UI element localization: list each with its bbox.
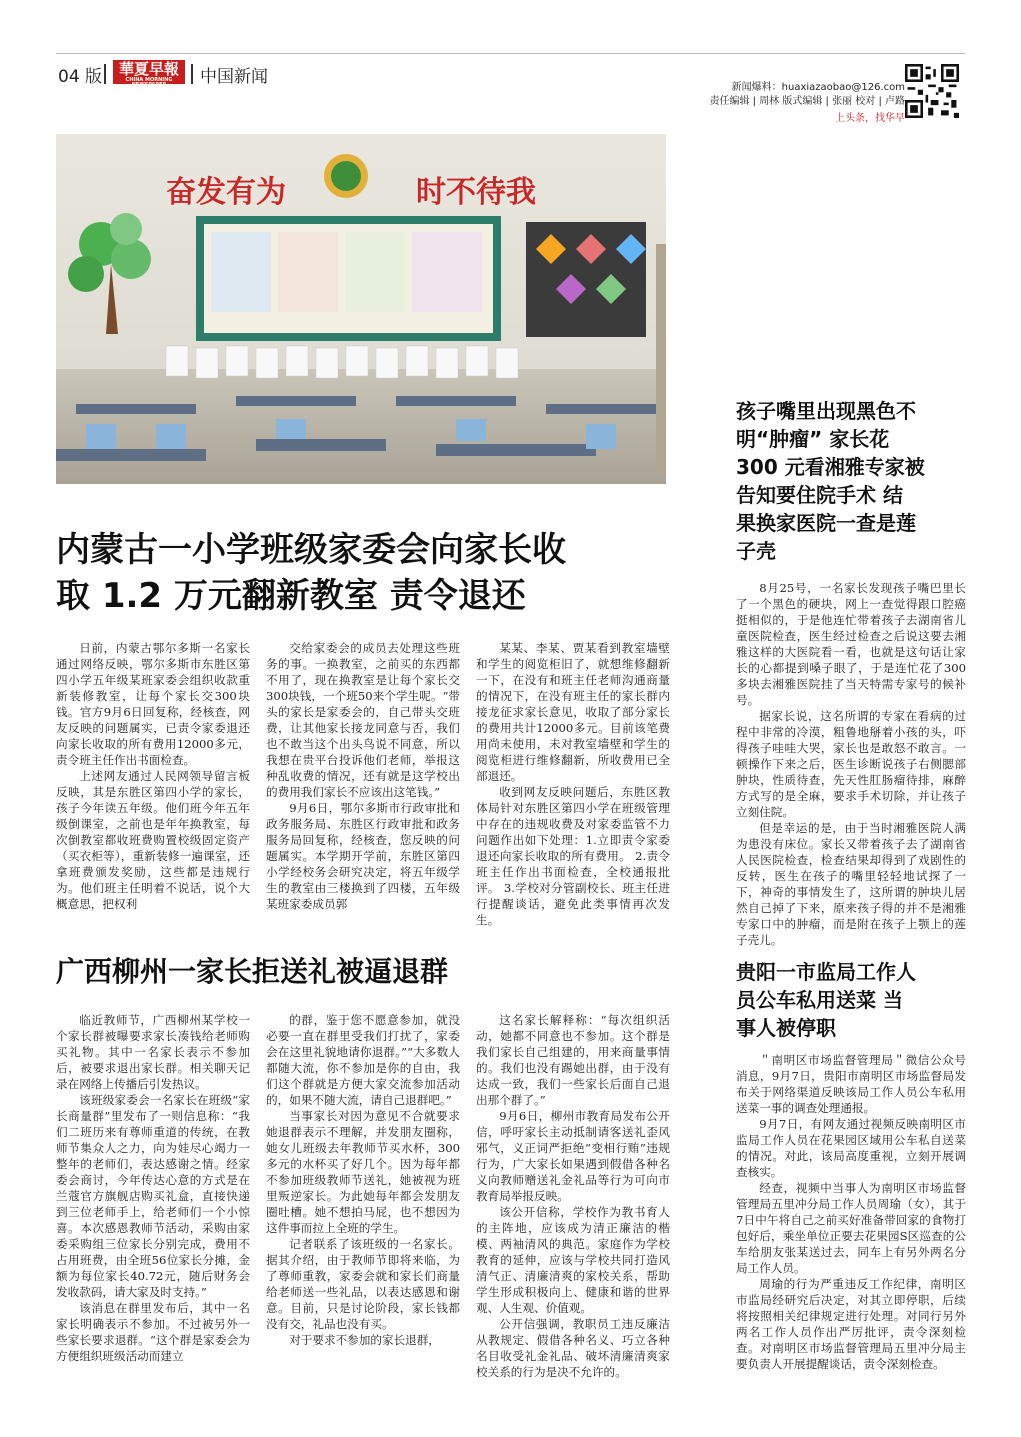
editors-line: 责任编辑 | 周林 版式编辑 | 张丽 校对 | 卢路 (709, 96, 905, 107)
paragraph: 据家长说，这名所谓的专家在看病的过程中非常的冷漠，粗鲁地掰着小孩的头，吓得孩子哇哇大哭，家长也是敢怒不敢言。一顿操作下来之后，医生诊断说孩子右侧腮部肿块，性质待查，先天性肛肠瘤待排，麻醉方式写的是全麻，要求手术切除，并让孩子立刻住院。 (736, 709, 966, 819)
banner-left: 奋发有为 (166, 175, 286, 210)
paragraph: 但是幸运的是，由于当时湘雅医院人满为患没有床位。家长又带着孩子去了湖南省人民医院检查，检查结果却得到了戏剧性的反转，医生在孩子的嘴里轻轻地试探了一下，神奇的事情发生了，这所谓的肿块儿居然自己掉了下来，原来孩子得的并不是湘雅专家口中的肿瘤，而是附在孩子上颚上的莲子壳儿。 (736, 821, 966, 947)
qr-code-icon (905, 64, 959, 118)
article1-title: 内蒙古一小学班级家委会向家长收 取 1.2 万元翻新教室 责令退还 (56, 530, 566, 616)
header-divider (191, 64, 193, 84)
article2-title: 广西柳州一家长拒送礼被逼退群 (56, 955, 449, 988)
paragraph: 9月6日，柳州市教育局发布公开信，呼吁家长主动抵制请客送礼歪风邪气，义正词严拒绝“变相行贿”违规行为，广大家长如果遇到假借各种名义向教师赠送礼金礼品等行为可向市教育局举报反映。 (476, 1109, 670, 1203)
article1-column-1 (56, 640, 250, 912)
paragraph: 公开信强调，教职员工违反廉洁从教规定、假借各种名义、巧立各种名目收受礼金礼品、破坏清廉清爽家校关系的行为是决不允许的。 (476, 1317, 670, 1379)
paragraph: 这名家长解释称：“每次组织活动，她都不同意也不参加。这个群是我们家长自己组建的，用来商量事情的。我们也没有踢她出群，由于没有达成一致，我们一些家长后面自己退出那个群了。” (476, 1013, 670, 1107)
section-name: 中国新闻 (200, 67, 268, 87)
editor-info (709, 81, 905, 109)
paragraph: ＂南明区市场监督管理局＂微信公众号消息，9月7日，贵阳市南明区市场监督局发布关于网络渠道反映该局工作人员公车私用送菜一事的调查处理通报。 (736, 1053, 966, 1115)
page-number: 04 版 (58, 67, 103, 87)
article4-title: 贵阳一市监局工作人 员公车私用送菜 当 事人被停职 (736, 960, 916, 1040)
slogan: 上头条，找华早 (835, 113, 905, 124)
paragraph: 经查，视频中当事人为南明区市场监督管理局五里冲分局工作人员周瑜（女），其于7日中午将自己之前买好准备带回家的食物打包好后，乘坐单位正要去花果园S区巡查的公车给朋友张某送过去，同车上有另外两名分局工作人员。 (736, 1181, 966, 1275)
header-rule (56, 53, 965, 54)
classroom-photo (56, 134, 666, 484)
header-divider (104, 64, 106, 84)
article2-column-2 (266, 1012, 460, 1348)
paragraph: 9月7日，有网友通过视频反映南明区市监局工作人员在花果园区域用公车私自送菜的情况。对此，该局高度重视，立刻开展调查核实。 (736, 1117, 966, 1179)
article2-column-1 (56, 1012, 250, 1364)
paragraph: 交给家委会的成员去处理这些班务的事。一换教室，之前买的东西都不用了，现在换教室是让每个家长交300块钱，一个班50来个学生呢。“带头的家长是家委会的，自己带头交班费，让其他家长接龙同意与否，我们也不敢当这个出头鸟说不同意，所以我想在贵平台投诉他们老师，举报这种乱收费的情况，还有就是这学校出的费用我们家长不应该出这笔钱。” (266, 641, 460, 799)
paragraph: 周瑜的行为严重违反工作纪律，南明区市监局经研究后决定，对其立即停职，后续将按照相关纪律规定进行处理。对同行另外两名工作人员作出严厉批评，责令深刻检查。对南明区市场监督管理局五里冲分局主要负责人开展提醒谈话，责令深刻检查。 (736, 1277, 966, 1371)
paragraph: 某某、李某、贾某看到教室墙壁和学生的阅览柜旧了，就想维修翻新一下，在没有和班主任老师沟通商量的情况下，在没有班主任的家长群内接龙征求家长意见，收取了部分家长的费用共计12000多元。目前该笔费用尚未使用，未对教室墙壁和学生的阅览柜进行维修翻新，所收费用已全部退还。 (476, 641, 670, 783)
paragraph: 该消息在群里发布后，其中一名家长明确表示不参加。不过被另外一些家长要求退群。“这个群是家委会为方便组织班级活动而建立 (56, 1301, 250, 1363)
paragraph: 对于要求不参加的家长退群， (289, 1333, 440, 1347)
paragraph: 的群，鉴于您不愿意参加，就没必要一直在群里受我们打扰了，家委会在这里礼貌地请你退群。”“大多数人都随大流，你不参加是你的自由，我们这个群就是方便大家交流参加活动的，如果不随大流，请自己退群吧。” (266, 1013, 460, 1107)
paragraph: 记者联系了该班级的一名家长。据其介绍，由于教师节即将来临，为了尊师重教，家委会就和家长们商量给老师送一些礼品，以表达感恩和谢意。目前，只是讨论阶段，家长钱都没有交，礼品也没有买。 (266, 1237, 460, 1331)
article2-column-3 (476, 1012, 670, 1380)
paragraph: 该公开信称，学校作为教书育人的主阵地，应该成为清正廉洁的楷模、两袖清风的典范。家庭作为学校教育的延伸，应该与学校共同打造风清气正、清廉清爽的家校关系，帮助学生形成积极向上、健康和谐的世界观、人生观、价值观。 (476, 1205, 670, 1315)
newspaper-logo: 華夏早報 CHINA MORNING NEWSPAPER (113, 60, 185, 84)
article3-body (736, 580, 966, 948)
article3-title: 孩子嘴里出现黑色不 明“肿瘤” 家长花 300 元看湘雅专家被 告知要住院手术 结 果换家医院一查是莲 子壳 (736, 399, 925, 563)
paragraph: 9月6日，鄂尔多斯市行政审批和政务服务局、东胜区行政审批和政务服务局回复称，经核查，您反映的问题属实。本学期开学前，东胜区第四小学经校务会研究决定，将五年级学生的教室由三楼换到了四楼，五年级某班家委成员郭 (266, 801, 460, 911)
paragraph: 当事家长对因为意见不合就要求她退群表示不理解，并发朋友圈称，她女儿班级去年教师节买水杯，300多元的水杯买了好几个。因为每年都不参加班级教师节送礼，她被视为班里叛逆家长。为此她每年都会发朋友圈吐槽。她不想拍马屁，也不想因为这件事而拉上全班的学生。 (266, 1109, 460, 1235)
news-hotline: 新闻爆料：huaxiazaobao@126.com (731, 82, 905, 93)
paragraph: 收到网友反映问题后，东胜区教体局针对东胜区第四小学在班级管理中存在的违规收费及对家委监管不力问题作出如下处理：1.立即责令家委退还向家长收取的所有费用。 2.责令班主任作出书面检查，全校通报批评。 3.学校对分管副校长、班主任进行提醒谈话，避免此类事情再次发生。 (476, 785, 670, 927)
paragraph: 日前，内蒙古鄂尔多斯一名家长通过网络反映，鄂尔多斯市东胜区第四小学五年级某班家委会组织收款重新装修教室，让每个家长交300块钱。官方9月6日回复称，经核查，网友反映的问题属实，已责令家委退还向家长收取的所有费用12000多元，责令班主任作出书面检查。 (56, 641, 250, 767)
paragraph: 8月25号，一名家长发现孩子嘴巴里长了一个黑色的硬块，网上一查觉得跟口腔癌挺相似的，于是他连忙带着孩子去湖南省儿童医院检查，医生经过检查之后说这要去湘雅这样的大医院看一看，也就是这句话让家长的心都提到嗓子眼了，于是连忙花了300多块去湘雅医院挂了当天特需专家号的候补号。 (736, 581, 966, 707)
banner-right: 时不待我 (416, 175, 536, 210)
paragraph: 该班级家委会一名家长在班级“家长商量群”里发布了一则信息称：“我们二班历来有尊师重道的传统，在教师节集众人之力，向为娃尽心竭力一整年的老师们，表达感谢之情。经家委会商讨，今年传达心意的方式是在兰蔻官方旗舰店购买礼盒，直接快递到三位老师手上，给老师们一个小惊喜。本次感恩教师节活动，采购由家委采购组三位家长分别完成，费用不占用班费，由全班56位家长分摊，金额为每位家长40.72元，随后财务会发收款码，请大家及时支持。” (56, 1093, 250, 1299)
article4-body (736, 1052, 966, 1372)
article1-column-2 (266, 640, 460, 912)
article1-column-3 (476, 640, 670, 928)
paragraph: 临近教师节，广西柳州某学校一个家长群被曝要求家长凑钱给老师购买礼物。其中一名家长表示不参加后，被要求退出家长群。相关聊天记录在网络上传播后引发热议。 (56, 1013, 250, 1091)
paragraph: 上述网友通过人民网领导留言板反映，其是东胜区第四小学的家长，孩子今年读五年级。他们班今年五年级倒课室，之前也是年年换教室，每次倒教室都收班费购置校级固定资产（买衣柜等），重新装修一遍课室，还拿班费颁发奖励，这些都是违规行为。他们班主任明着不说话，说个大概意思，把权利 (56, 769, 250, 911)
